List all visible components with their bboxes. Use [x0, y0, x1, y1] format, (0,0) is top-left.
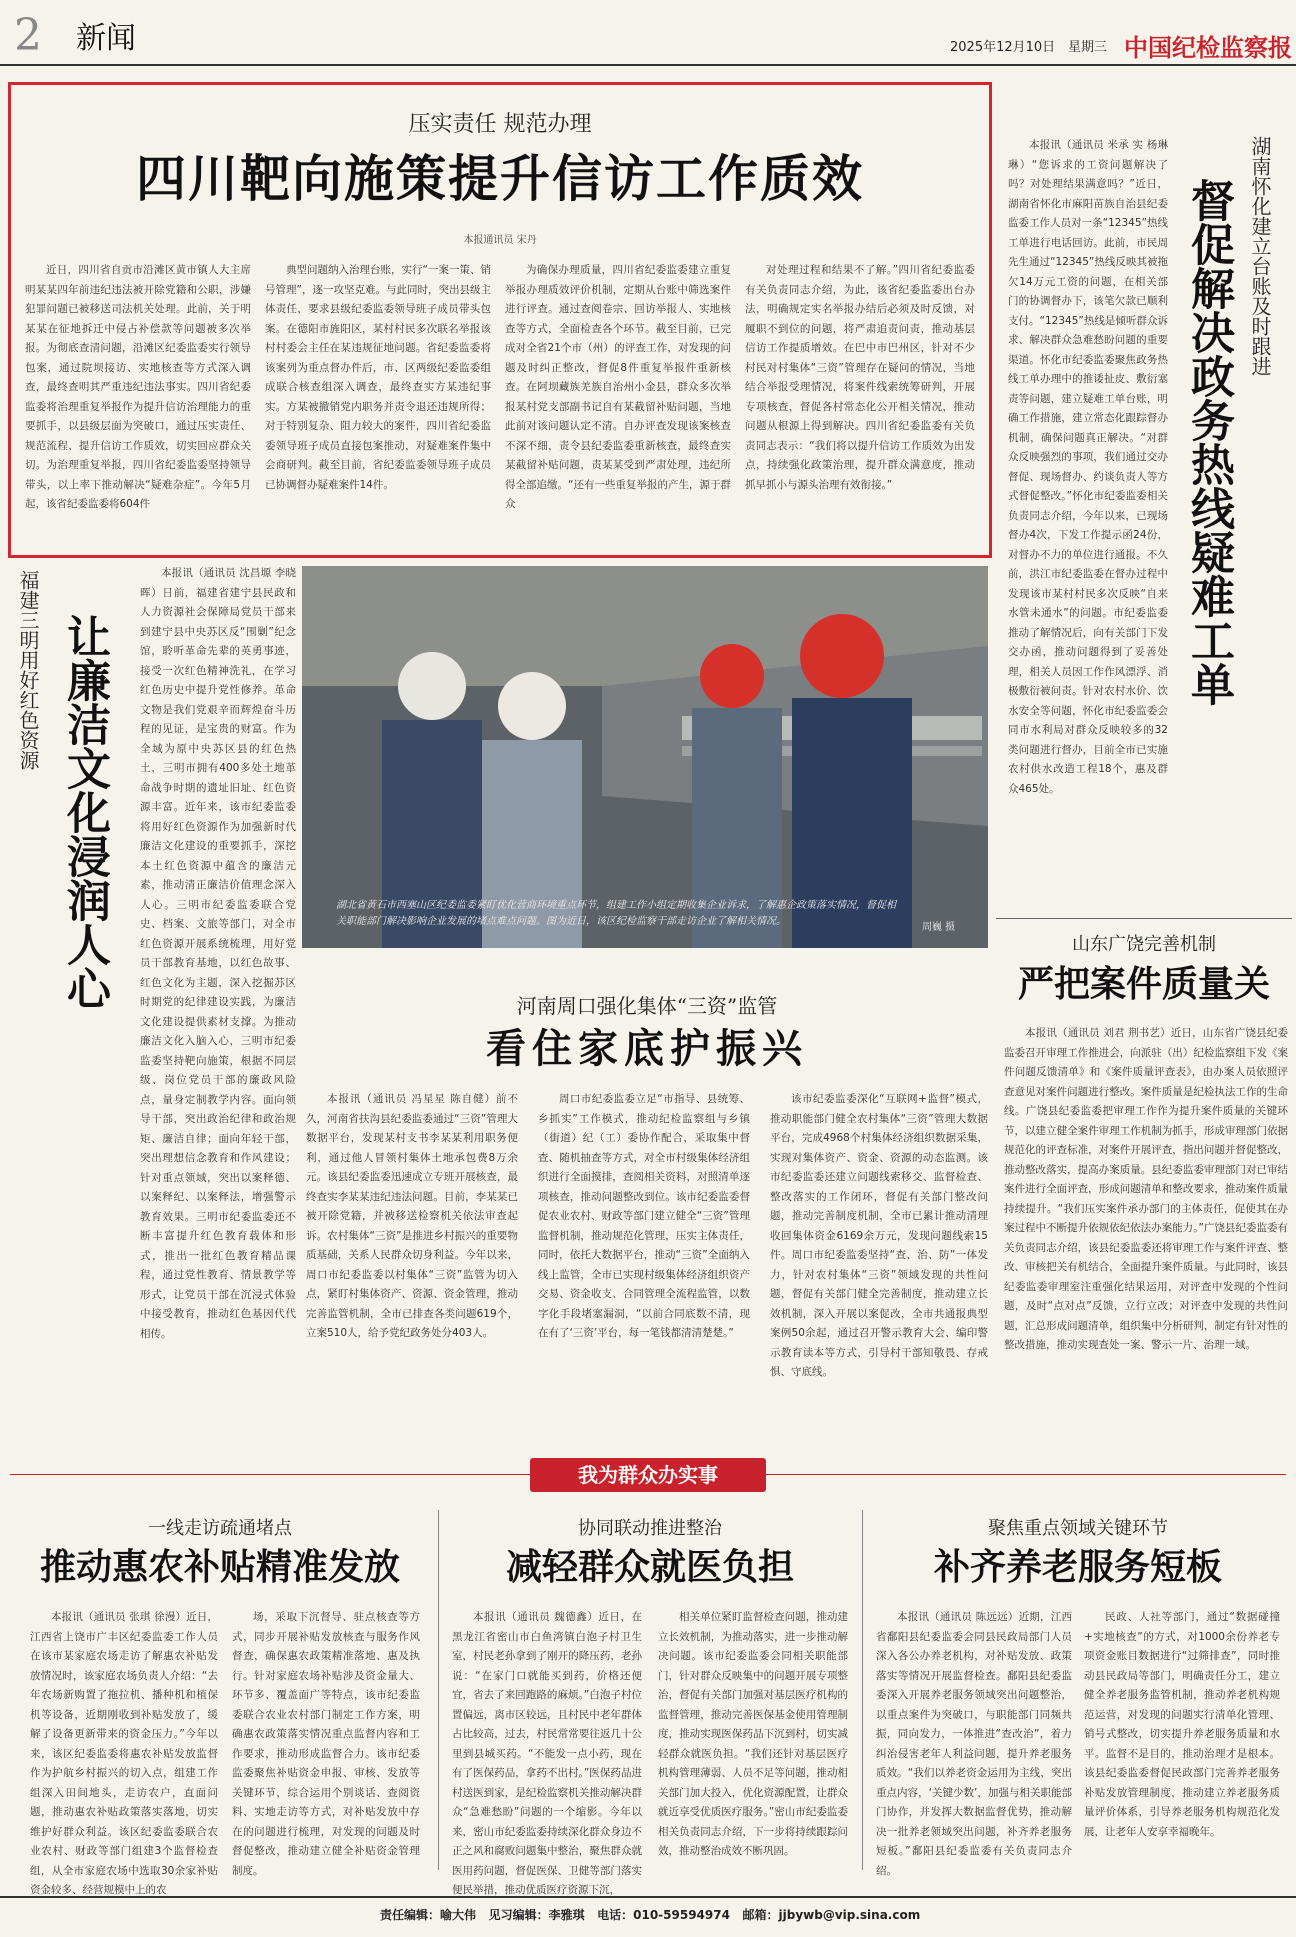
lead-title: 四川靶向施策提升信访工作质效 [136, 149, 864, 208]
bottom-article-2 [444, 1500, 856, 1896]
bottom-article-1 [10, 1500, 430, 1896]
lead-byline: 本报通讯员 宋丹 [463, 235, 537, 246]
footer-rule [0, 1896, 1296, 1898]
paper-logo: 中国纪检监察报 [1124, 33, 1292, 62]
photo-caption: 湖北省黄石市西塞山区纪委监委紧盯优化营商环境重点环节，组建工作小组定期收集企业诉求，了解惠企政策落实情况，督促相关职能部门解决影响企业发展的堵点难点问题。图为近日，该区纪检监察干部走访企业了解相关情况。 [336, 900, 896, 927]
issue-date: 2025年12月10日 [950, 40, 1056, 55]
photo-credit: 周巍 摄 [922, 922, 956, 933]
bottom-2-col-2: 相关单位紧盯监督检查问题，推动建立长效机制，为推动落实，进一步推动解决问题。该市纪委监委会同相关职能部门，针对群众反映集中的问题开展专项整治，督促有关部门加强对基层医疗机构的监督管理，推动完善医保基金使用管理制度，推动实现医保药品下沉到村，切实减轻群众就医负担。“我们还针对基层医疗机构管理薄弱、人员不足等问题，推动相关部门加大投入，优化资源配置，让群众就近享受优质医疗服务。”密山市纪委监委相关负责同志介绍，下一步将持续跟踪问效，推动整治成效不断巩固。 [658, 1611, 848, 1857]
lead-article [8, 82, 992, 558]
news-photo [302, 566, 988, 948]
footer [380, 1906, 1180, 1923]
henan-col-3: 该市纪委监委深化“互联网+监督”模式，推动职能部门健全农村集体“三资”管理大数据平台，完成4968个村集体经济组织数据采集，实现对集体资产、资金、资源的动态监测。该市纪委监委还建立问题线索移交、监督检查、整改落实的工作闭环，督促有关部门整改问题，推动完善制度机制，全市已累计推动清理收回集体资金6169余万元，发现问题线索15件。周口市纪委监委坚持“查、治、防”一体发力，针对农村集体“三资”领域发现的共性问题，督促有关部门健全完善制度，推动建立长效机制，深入开展以案促改，全市共通报典型案例50余起，通过召开警示教育大会、编印警示教育读本等方式，引导村干部知敬畏、存戒惧、守底线。 [770, 1093, 988, 1378]
shandong-title: 严把案件质量关 [1017, 963, 1270, 1005]
bottom-3-title: 补齐养老服务短板 [933, 1546, 1222, 1588]
bottom-3-kicker: 聚焦重点领域关键环节 [988, 1518, 1168, 1539]
bottom-3-col-2: 民政、人社等部门，通过“数据碰撞+实地核查”的方式，对1000余份养老专项资金账目数据进行“过筛排查”，同时推动县民政局等部门，明确责任分工，建立健全养老服务监管机制，推动养老机构规范运营，对发现的问题实行清单化管理、销号式整改，切实提升养老服务质量和水平。监督不是目的，推动治理才是根本。该县纪委监委督促民政部门完善养老服务补贴发放管理制度，推动建立养老服务质量评价体系，引导养老服务机构规范化发展，让老年人安享幸福晚年。 [1084, 1611, 1280, 1838]
banner-rule-left [10, 1474, 530, 1475]
bottom-2-kicker: 协同联动推进整治 [578, 1518, 722, 1539]
hunan-text: 本报讯（通讯员 米承 实 杨琳琳）“您诉求的工资问题解决了吗？对处理结果满意吗？”近日，湖南省怀化市麻阳苗族自治县纪委监委工作人员对一条“12345”热线工单进行电话回访。此前，市民周先生通过“12345”热线反映其被拖欠14万元工资的问题，在相关部门的协调督办下，该笔欠款已顺利支付。“12345”热线是倾听群众诉求、解决群众急难愁盼问题的重要渠道。怀化市纪委监委聚焦政务热线工单办理中的推诿扯皮、敷衍塞责等问题，建立疑难工单台账，明确工作措施，建立常态化跟踪督办机制，确保问题真正解决。“对群众反映强烈的事项，我们通过交办督促、现场督办、约谈负责人等方式督促整改。”怀化市纪委监委相关负责同志介绍，今年以来，已现场督办4次，下发工作提示函24份，对督办不力的单位进行通报。不久前，洪江市纪委监委在督办过程中发现该市某村村民多次反映“自来水管未通水”的问题。市纪委监委推动了解情况后，向有关部门下发交办函，推动问题得到了妥善处理，相关人员因工作作风漂浮、消极敷衍被问责。针对农村水价、饮水安全等问题，怀化市纪委监委会同市水利局对群众反映较多的32类问题进行督办，目前全市已实施农村供水改造工程18个，惠及群众465处。 [1008, 139, 1168, 795]
bottom-2-col-1: 本报讯（通讯员 魏德鑫）近日，在黑龙江省密山市白鱼湾镇白泡子村卫生室，村民老孙拿到了刚开的降压药，老孙说：“在家门口就能买到药，价格还便宜，省去了来回跑路的麻烦。”白泡子村位置偏远，离市区较远，且村民中老年群体占比较高，过去，村民常常要往返几十公里到县城买药。“不能发一点小药，现在有了医保药品，拿药不出村。”医保药品进村送医到家，是纪检监察机关推动解决群众“急难愁盼”问题的一个缩影。今年以来，密山市纪委监委持续深化群众身边不正之风和腐败问题集中整治，聚焦群众就医用药问题，督促医保、卫健等部门落实便民举措，推动优质医疗资源下沉， [452, 1611, 642, 1896]
bottom-1-title: 推动惠农补贴精准发放 [39, 1546, 400, 1588]
henan-col-1: 本报讯（通讯员 冯星星 陈自健）前不久，河南省扶沟县纪委监委通过“三资”管理大数据平台，发现某村支书李某某利用职务便利，通过他人冒领村集体土地承包费8万余元。该县纪委监委迅速成立专班开展核查，最终查实李某某违纪违法问题。目前，李某某已被开除党籍，并被移送检察机关依法审查起诉。农村集体“三资”是推进乡村振兴的重要物质基础，关系人民群众切身利益。今年以来，周口市纪委监委以村集体“三资”监管为切入点，紧盯村集体资产、资源、资金管理，推动完善监管机制，全市已排查各类问题619个，立案510人，给予党纪政务处分403人。 [306, 1093, 518, 1339]
bottom-article-3 [868, 1500, 1288, 1880]
henan-col-2: 周口市纪委监委立足“市指导、县统筹、乡抓实”工作模式，推动纪检监察组与乡镇（街道）纪（工）委协作配合，采取集中督查、随机抽查等方式，对全市村级集体经济组织进行全面摸排，查阅相关资料，对照清单逐项核查，推动问题整改到位。该市纪委监委督促农业农村、财政等部门建立健全“三资”管理监督机制，推动规范化管理，压实主体责任，同时，依托大数据平台，推动“三资”全面纳入线上监管，全市已实现村级集体经济组织资产交易、资金收支、合同管理全流程监管，以数字化手段堵塞漏洞，“以前合同底数不清，现在有了‘三资’平台，每一笔钱都清清楚楚。” [538, 1093, 750, 1339]
bottom-1-col-2: 场，采取下沉督导、驻点核查等方式，同步开展补贴发放核查与服务作风督查，确保惠农政策精准落地、惠及执行。针对家庭农场补贴涉及资金量大、环节多、覆盖面广等特点，该市纪委监委联合农业农村部门制定工作方案，明确惠农政策落实情况重点监督内容和工作要求，推动形成监督合力。该市纪委监委聚焦补贴资金申报、审核、发放等关键环节，综合运用个别谈话、查阅资料、实地走访等方式，对补贴发放中存在的问题进行梳理，对发现的问题及时督促整改，推动建立健全补贴资金管理制度。 [232, 1611, 420, 1877]
section-banner: 我为群众办实事 [530, 1458, 766, 1492]
shandong-kicker: 山东广饶完善机制 [1072, 934, 1216, 955]
bottom-3-col-1: 本报讯（通讯员 陈远远）近期，江西省鄱阳县纪委监委会同县民政局部门人员深入各公办养老机构，对补贴发放、政策落实等情况开展监督检查。鄱阳县纪委监委深入开展养老服务领域突出问题整治，以重点案件为突破口，与职能部门同频共振，同向发力，一体推进“查改治”，着力纠治侵害老年人利益问题，提升养老服务质效。“我们以养老资金运用为主线，突出重点内容，‘关键少数’，加强与相关职能部门协作，并发挥大数据监督优势，推动解决一批养老领域突出问题，补齐养老服务短板。”鄱阳县纪委监委有关负责同志介绍。 [876, 1611, 1072, 1877]
fujian-text: 本报讯（通讯员 沈昌塬 李晓晖）日前，福建省建宁县民政和人力资源社会保障局党员干部来到建宁县中央苏区反“围剿”纪念馆，聆听革命先辈的英勇事迹，接受一次红色精神洗礼，在学习红色历史中提升党性修养。革命文物是我们党艰辛而辉煌奋斗历程的见证，是宝贵的财富。作为全域为原中央苏区县的红色热土，三明市拥有400多处土地革命战争时期的遗址旧址、红色资源丰富。近年来，该市纪委监委将用好红色资源作为加强新时代廉洁文化建设的重要抓手，深挖本土红色资源中蕴含的廉洁元素，推动清正廉洁价值理念深入人心。三明市纪委监委联合党史、档案、文旅等部门，对全市红色资源开展系统梳理，用好党员干部教育基地，以红色故事、红色文化为主题，深入挖掘苏区时期党的纪律建设实践，为廉洁文化建设提供素材支撑。为推动廉洁文化入脑入心，三明市纪委监委坚持靶向施策，根据不同层级、岗位党员干部的廉政风险点，量身定制教学内容。面向领导干部，突出政治纪律和政治规矩、廉洁自律；面向年轻干部，突出理想信念教育和作风建设；针对重点领域，突出以案释德、以案释纪、以案释法，增强警示教育效果。三明市纪委监委还不断丰富提升红色教育载体和形式，推出一批红色教育精品课程，通过党性教育、情景教学等形式，让党员干部在沉浸式体验中接受教育，推动红色基因代代相传。 [140, 567, 296, 1340]
hunan-article [1000, 130, 1292, 910]
bottom-1-kicker: 一线走访疏通堵点 [148, 1518, 292, 1539]
issue-weekday: 星期三 [1068, 40, 1108, 55]
fujian-kicker: 福建三明用好红色资源 [16, 570, 40, 770]
fujian-title: 让廉洁文化浸润人心 [59, 614, 110, 1010]
hunan-title: 督促解决政务热线疑难工单 [1183, 178, 1234, 706]
footer-editor: 责任编辑：喻大伟 [380, 1908, 477, 1922]
hunan-kicker: 湖南怀化建立台账及时跟进 [1248, 136, 1272, 376]
shandong-article [996, 918, 1292, 1446]
shandong-text: 本报讯（通讯员 刘君 荆书艺）近日，山东省广饶县纪委监委召开审理工作推进会，向派驻（出）纪检监察组下发《案件问题反馈清单》和《案件质量评查表》，由办案人员依照评查意见对案件问题进行整改。案件质量是纪检执法工作的生命线。广饶县纪委监委把审理工作作为提升案件质量的关键环节，以建立健全案件审理工作机制为抓手，形成审理部门依据规范化的评查标准，对案件开展评查，指出问题并督促整改，推动整改落实，提高办案质量。县纪委监委审理部门对已审结案件进行全面评查，形成问题清单和整改要求，推动案件质量持续提升。“我们压实案件承办部门的主体责任，促使其在办案过程中不断提升依规依纪依法办案能力。”广饶县纪委监委有关负责同志介绍，该县纪委监委还将审理工作与案件评查、整改、审核把关有机结合，全面提升案件质量。与此同时，该县纪委监委审理室注重强化结果运用，对评查中发现的个性问题，及时“点对点”反馈，立行立改；对评查中发现的共性问题，汇总形成问题清单，组织集中分析研判，制定有针对性的整改措施，推动实现查处一案、警示一片、治理一域。 [1004, 1027, 1288, 1351]
bottom-1-col-1: 本报讯（通讯员 张琪 徐漫）近日，江西省上饶市广丰区纪委监委工作人员在该市某家庭农场走访了解惠农补贴发放情况时，该家庭农场负责人介绍：“去年农场新购置了拖拉机、播种机和植保机等设备，近期刚收到补贴发放了，缓解了设备更新带来的资金压力。”今年以来，该区纪委监委将惠农补贴发放监督作为护航乡村振兴的切入点，组建工作组深入田间地头，走访农户，直面问题，推动惠农补贴政策落实落地，切实维护好群众利益。该区纪委监委联合农业农村、财政等部门组建3个监督检查组，从全市家庭农场中选取30余家补贴资金较多、经营规模中上的农 [30, 1611, 218, 1896]
masthead [0, 0, 1296, 68]
lead-col-1: 近日，四川省自贡市沿滩区黄市镇人大主席明某某四年前违纪违法被开除党籍和公职，涉嫌犯罪问题已被移送司法机关处理。此前，关于明某某在征地拆迁中侵占补偿款等问题被多次举报。为彻底查清问题，沿滩区纪委监委实行领导包案，通过院坝接访、实地核查等方式深入调查，最终查明其严重违纪违法事实。四川省纪委监委将治理重复举报作为提升信访治理能力的重要抓手，以县级层面为突破口，通过压实责任、规范流程、提升信访工作质效，切实回应群众关切。为治理重复举报，四川省纪委监委坚持领导带头，以上率下推动解决“疑难杂症”。今年5月起，该省纪委监委将604件 [25, 264, 251, 510]
henan-article [302, 958, 992, 1448]
bottom-2-title: 减轻群众就医负担 [505, 1546, 794, 1588]
footer-intern: 见习编辑：李雅琪 [488, 1908, 585, 1922]
henan-title: 看住家底护振兴 [486, 1025, 808, 1072]
footer-phone: 电话：010-59594974 [597, 1908, 730, 1922]
masthead-rule [0, 64, 1296, 66]
page-number: 2 [14, 10, 42, 61]
lead-kicker: 压实责任 规范办理 [408, 112, 592, 137]
henan-kicker: 河南周口强化集体“三资”监管 [516, 994, 778, 1018]
banner-rule-right [766, 1474, 1286, 1475]
lead-col-3: 为确保办理质量，四川省纪委监委建立重复举报办理质效评价机制，定期从台账中筛选案件进行评查。通过查阅卷宗、回访举报人、实地核查等方式，全面检查各个环节。截至目前，已完成对全省21个市（州）的评查工作，对发现的问题及时纠正整改，督促8件重复举报件重新核查。在阿坝藏族羌族自治州小金县，群众多次举报某村党支部副书记自有某截留补贴问题，当地此前对该问题认定不清。自办评查发现该案核查不深不细，责令县纪委监委重新核查，最终查实某截留补贴问题，责某某受到严肃处理，违纪所得全部追缴。“还有一些重复举报的产生，源于群众 [505, 264, 731, 510]
factory-scene-image [302, 566, 988, 948]
lead-col-2: 典型问题纳入治理台账，实行“一案一策、销号管理”，逐一攻坚克难。与此同时，突出县级主体责任，要求县级纪委监委领导班子成员带头包案。在德阳市旌阳区，某村村民多次联名举报该村村委会主任在某违规征地问题。省纪委监委将该案列为重点督办件后，市、区两级纪委监委组成联合核查组深入调查，最终查实方某违纪事实。方某被撤销党内职务并责令退还违规所得；对于特别复杂、阻力较大的案件，四川省纪委监委领导班子成员直接包案推动，对疑难案件集中会商研判。截至目前，省纪委监委领导班子成员已协调督办疑难案件14件。 [265, 264, 491, 491]
footer-email: 邮箱：jjbywb@vip.sina.com [742, 1908, 921, 1922]
lead-col-4: 对处理过程和结果不了解。”四川省纪委监委有关负责同志介绍，为此，该省纪委监委出台办法，明确规定实名举报办结后必须及时反馈，对履职不到位的问题，将严肃追责问责，推动基层信访工作提质增效。在巴中市巴州区，针对不少村民对村集体“三资”管理存在疑问的情况，当地结合举报受理情况，将案件线索统筹研判，开展专项核查，督促各村常态化公开相关情况，推动问题从根源上得到解决。四川省纪委监委有关负责同志表示：“我们将以提升信访工作质效为出发点，持续强化政策治理，提升群众满意度，推动抓早抓小与源头治理有效衔接。” [745, 264, 975, 491]
section-name: 新闻 [76, 21, 136, 56]
